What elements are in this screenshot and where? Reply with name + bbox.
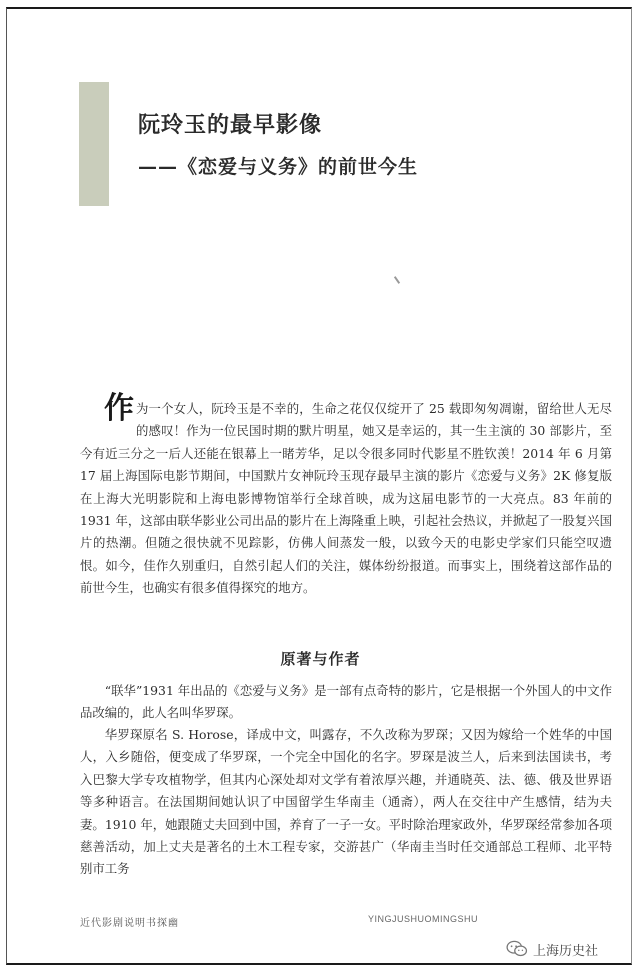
section-heading: 原著与作者 [280,650,361,668]
intro-text: 为一个女人，阮玲玉是不幸的，生命之花仅仅绽开了 25 载即匆匆凋谢，留给世人无尽的感叹！作为一位民国时期的默片明星，她又是幸运的，其一生主演的 30 部影片，至今有近三分之一后人还能在银幕上一睹芳华，足以令很多同时代影星不胜钦羡！2014 年 6 月第 17 届上海国际电影节期间，中国默片女神阮玲玉现存最早主演的影片《恋爱与义务》2K 修复版在上海大光明影院和上海电影博物馆举行全球首映，成为这届电影节的一大亮点。83 年前的 1931 年，这部由联华影业公司出品的影片在上海隆重上映，引起社会热议，并掀起了一股复兴国片的热潮。但随之很快就不见踪影，仿佛人间蒸发一般，以致今天的电影史学家们只能空叹遗恨。如今，佳作久别重归，自然引起人们的关注，媒体纷纷报道。而事实上，围绕着这部作品的前世今生，也确实有很多值得探究的地方。 [80,401,612,596]
footer-book-title: 近代影剧说明书探幽 [80,918,179,929]
title-accent-bar [79,82,109,206]
body-paragraph-2: 华罗琛原名 S. Horose，译成中文，叫露存，不久改称为罗琛；又因为嫁给一个姓华的中国人，入乡随俗，便变成了华罗琛，一个完全中国化的名字。罗琛是波兰人，后来到法国读书，考入巴黎大学专攻植物学，但其内心深处却对文学有着浓厚兴趣，并通晓英、法、德、俄及世界语等多种语言。在法国期间她认识了中国留学生华南圭（通斋），两人在交往中产生感情，结为夫妻。1910 年，她跟随丈夫回到中国，养育了一子一女。平时除治理家政外，华罗琛经常参加各项慈善活动，加上丈夫是著名的土木工程专家，交游甚广（华南圭当时任交通部总工程师、北平特别市工务 [80,727,612,877]
article-title: 阮玲玉的最早影像 [138,112,323,138]
footer-running-head: YINGJUSHUOMINGSHU [368,914,479,924]
intro-paragraph [80,391,612,600]
watermark-label: 上海历史社 [533,942,599,958]
watermark [506,938,598,960]
article-subtitle: ——《恋爱与义务》的前世今生 [138,156,419,178]
wechat-icon [506,940,528,958]
body-paragraph-1: “联华”1931 年出品的《恋爱与义务》是一部有点奇特的影片，它是根据一个外国人的中文作品改编的，此人名叫华罗琛。 [80,683,612,721]
drop-cap: 作 [104,391,134,426]
